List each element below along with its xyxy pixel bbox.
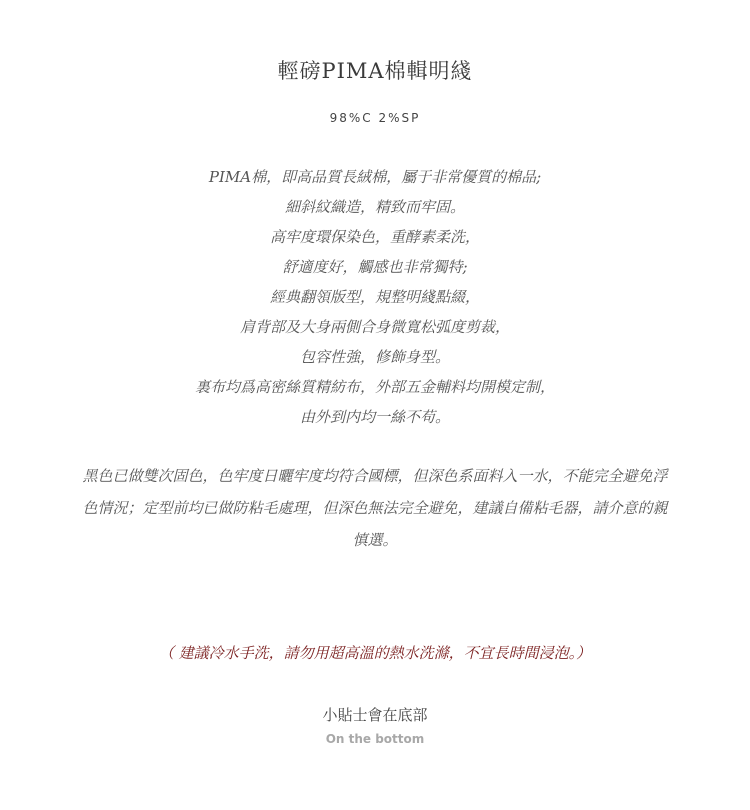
description-line: 舒適度好，觸感也非常獨特;: [282, 258, 468, 276]
notice-line: 色情況；定型前均已做防粘毛處理，但深色無法完全避免，建議自備粘毛器，請介意的親: [82, 499, 668, 517]
description-line: 肩背部及大身兩側合身微寬松弧度剪裁，: [239, 318, 510, 336]
fabric-composition: 98%C 2%SP: [329, 111, 421, 125]
description-line: 包容性強，修飾身型。: [299, 348, 450, 366]
notice-line: 慎選。: [352, 531, 398, 549]
description-line: 高牢度環保染色，重酵素柔洗，: [269, 228, 480, 246]
product-description: [0, 162, 750, 432]
description-line: 由外到内均一絲不苟。: [299, 408, 450, 426]
tip-subheading: On the bottom: [325, 732, 425, 746]
description-line: 經典翻領版型，規整明綫點綴，: [269, 288, 480, 306]
notice-line: 黑色已做雙次固色，色牢度日曬牢度均符合國標，但深色系面料入一水，不能完全避免浮: [82, 467, 668, 485]
description-line: 細斜紋織造，精致而牢固。: [284, 198, 465, 216]
description-line: 裏布均爲高密絲質精紡布，外部五金輔料均開模定制，: [194, 378, 555, 396]
color-notice: [55, 460, 695, 556]
description-line: PIMA棉，即高品質長絨棉，屬于非常優質的棉品;: [208, 168, 542, 186]
care-instruction: （ 建議冷水手洗，請勿用超高溫的熱水洗滌，不宜長時間浸泡。）: [158, 644, 592, 662]
tip-heading: 小貼士會在底部: [322, 706, 428, 724]
product-title: 輕磅PIMA棉輯明綫: [277, 59, 473, 83]
